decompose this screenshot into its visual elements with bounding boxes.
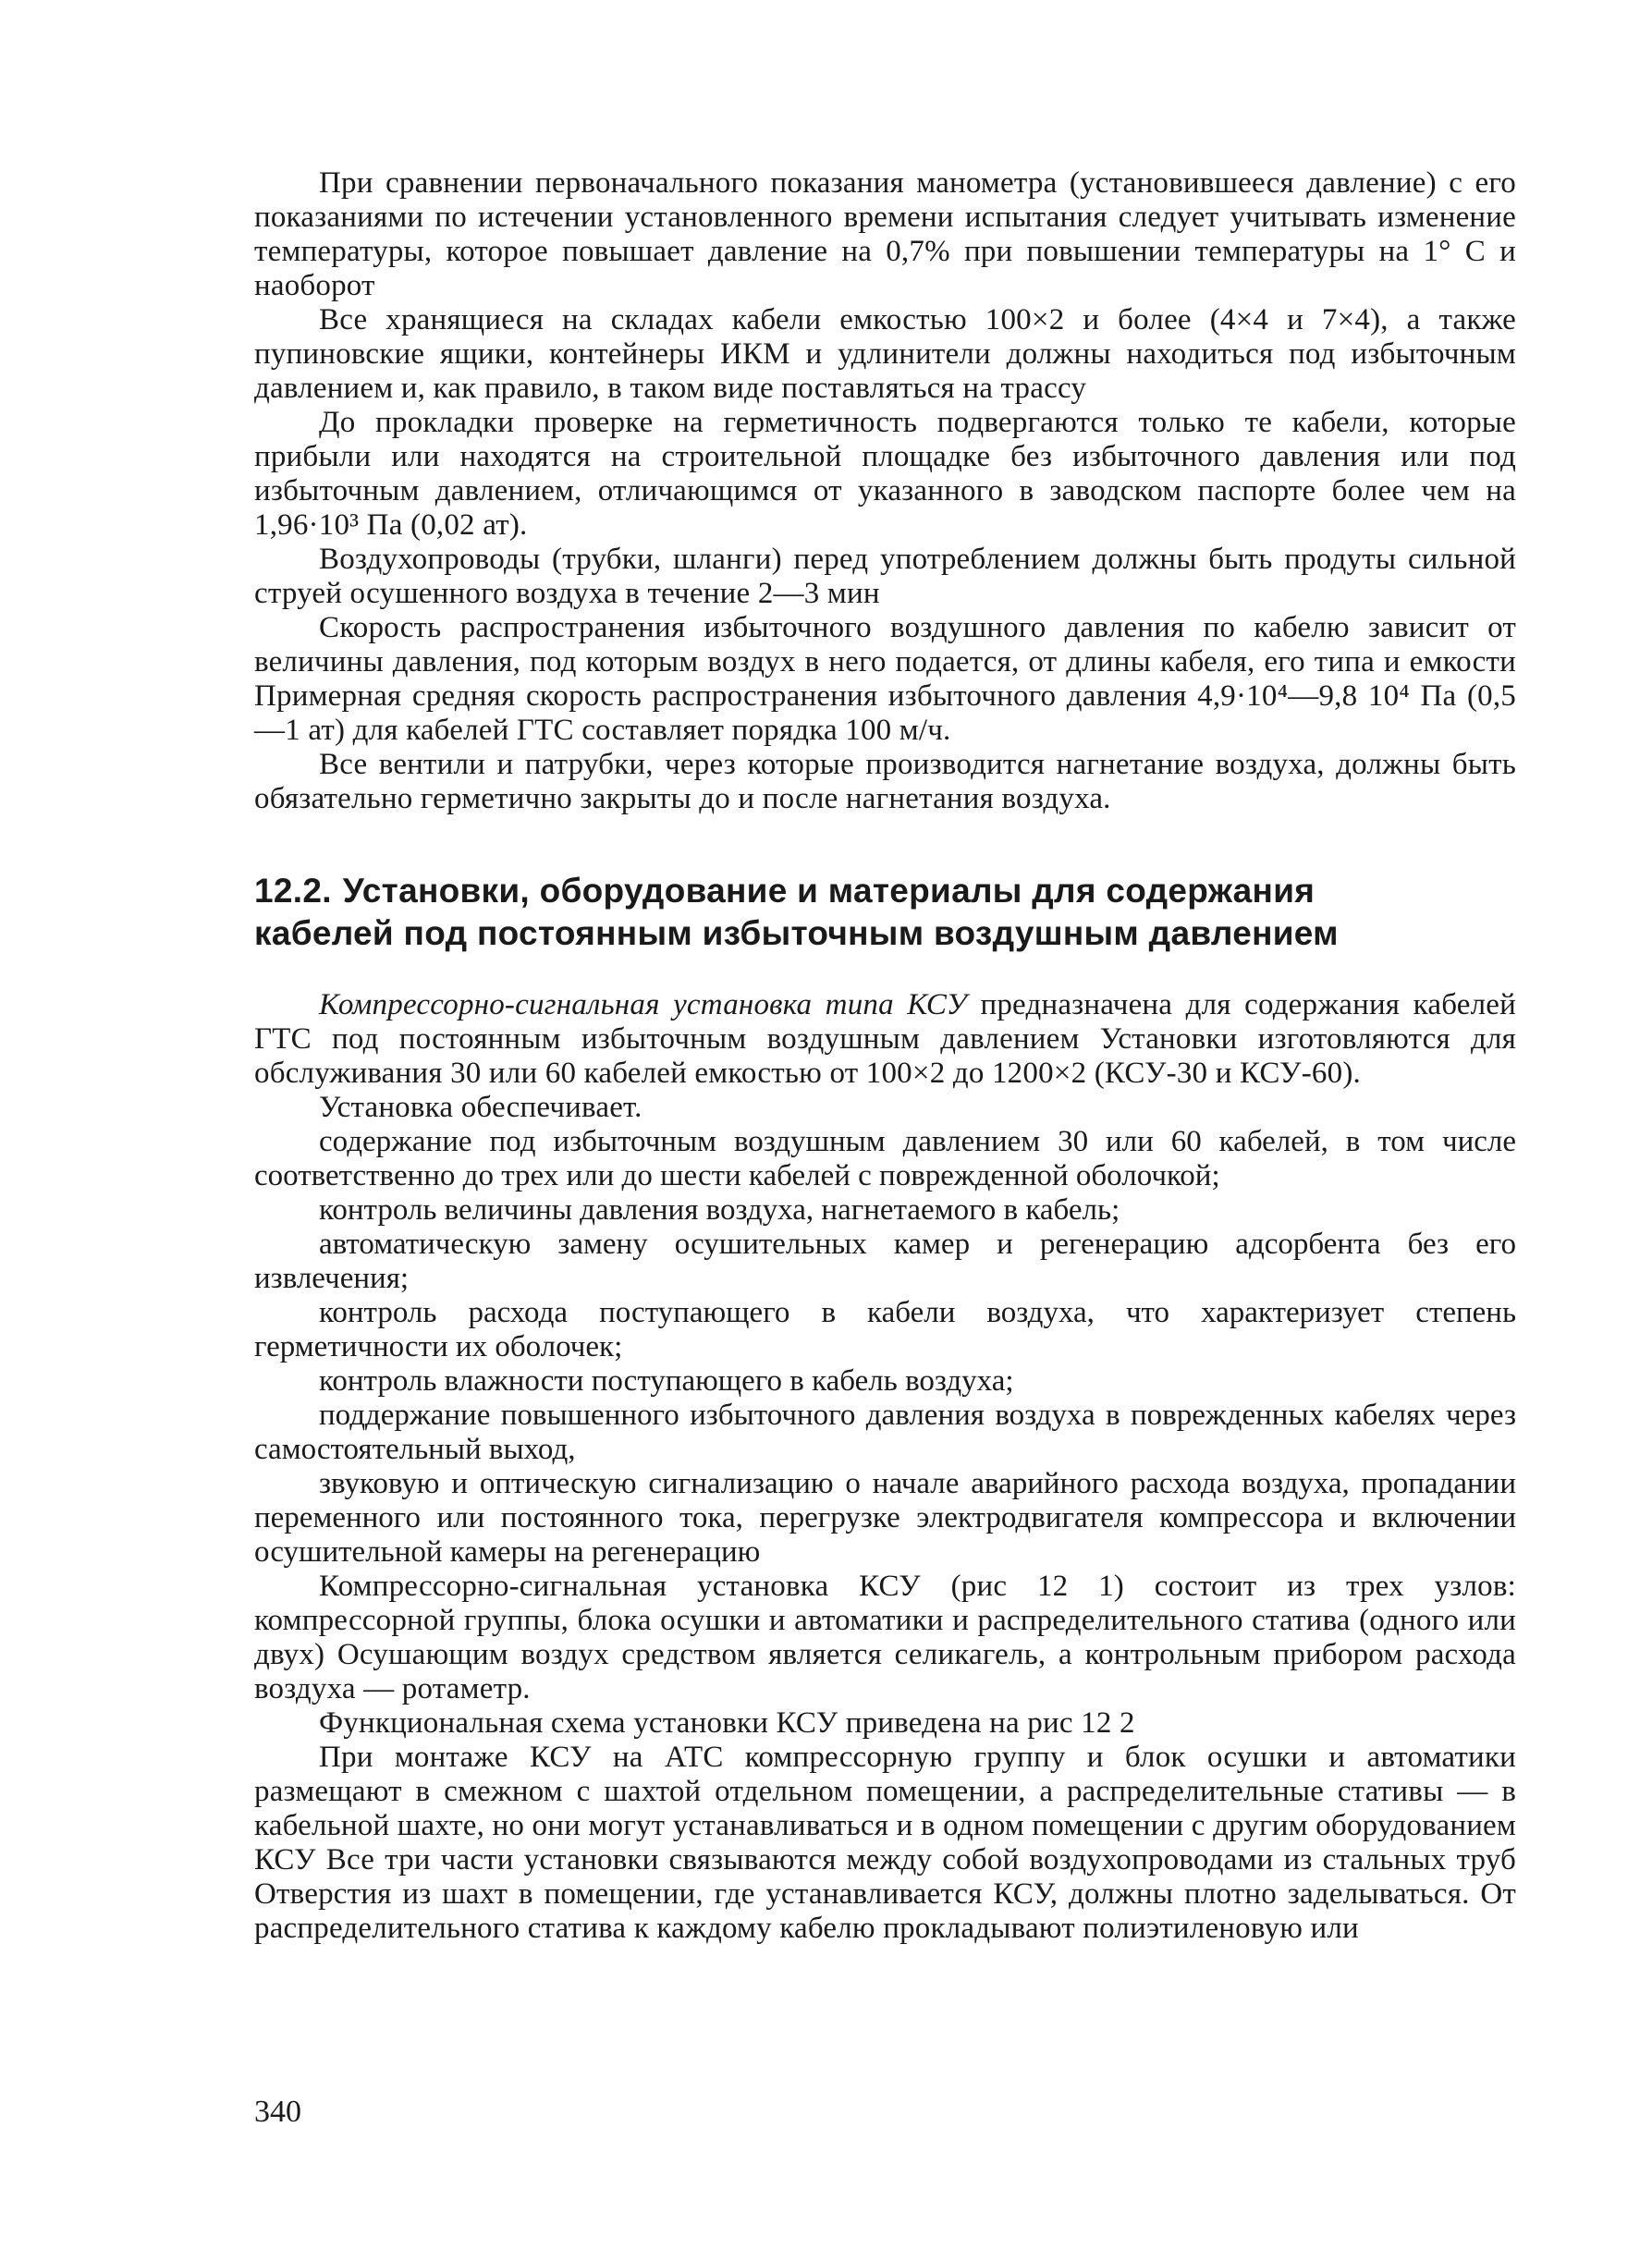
ksu-intro-rest: предназначена для содержания кабелей ГТС под постоянным избыточным воздушным давлением Установки изготовляются для обслуживания 30 или 60 кабелей емкостью от 100×2 до 1200×2 (КСУ-30 и КСУ-60). — [254, 988, 1516, 1090]
list-item: поддержание повышенного избыточного давления воздуха в поврежденных кабелях через самостоятельный выход, — [254, 1399, 1516, 1466]
paragraph-propagation-speed: Скорость распространения избыточного воздушного давления по кабелю зависит от величины давления, под которым воздух в него подается, от длины кабеля, его типа и емкости Примерная средняя скорость распространения избыточного давления 4,9·10⁴—9,8 10⁴ Па (0,5—1 ат) для кабелей ГТС составляет порядка 100 м/ч. — [254, 611, 1516, 747]
section-title-line-1: Установки, оборудование и материалы для содержания — [342, 872, 1315, 910]
paragraph-functional-scheme: Функциональная схема установки КСУ приведена на рис 12 2 — [319, 1706, 1135, 1740]
paragraph-stored-cables: Все хранящиеся на складах кабели емкостью 100×2 и более (4×4 и 7×4), а также пупиновские ящики, контейнеры ИКМ и удлинители должны находиться под избыточным давлением и, как правило, в таком виде поставляться на трассу — [254, 303, 1516, 405]
section-heading-line-1 — [254, 870, 1516, 912]
list-item: звуковую и оптическую сигнализацию о начале аварийного расхода воздуха, пропадании переменного или постоянного тока, перегрузке электродвигателя компрессора и включении осушительной камеры на регенерацию — [254, 1467, 1516, 1569]
paragraph-pre-laying-check: До прокладки проверке на герметичность подвергаются только те кабели, которые прибыли или находятся на строительной площадке без избыточного давления или под избыточным давлением, отличающимся от указанного в заводском паспорте более чем на 1,96·10³ Па (0,02 ат). — [254, 406, 1516, 542]
paragraph-ksu-intro — [254, 988, 1516, 1091]
section-title-line-2: кабелей под постоянным избыточным воздушным давлением — [254, 914, 1339, 952]
list-item: контроль расхода поступающего в кабели воздуха, что характеризует степень герметичности их оболочек; — [254, 1296, 1516, 1363]
paragraph-installation: При монтаже КСУ на АТС компрессорную группу и блок осушки и автоматики размещают в смежном с шахтой отдельном помещении, а распределительные стативы — в кабельной шахте, но они могут устанавливаться и в одном помещении с другим оборудованием КСУ Все три части установки связываются между собой воздухопроводами из стальных труб Отверстия из шахт в помещении, где устанавливается КСУ, должны плотно заделываться. От распределительного статива к каждому кабелю прокладывают полиэтиленовую или — [254, 1741, 1516, 1945]
paragraph-provides-label: Установка обеспечивает. — [319, 1091, 642, 1124]
list-item: автоматическую замену осушительных камер и регенерацию адсорбента без его извлечения; — [254, 1228, 1516, 1295]
paragraph-valves: Все вентили и патрубки, через которые производится нагнетание воздуха, должны быть обязательно герметично закрыты до и после нагнетания воздуха. — [254, 748, 1516, 815]
paragraph-pressure-comparison: При сравнении первоначального показания манометра (установившееся давление) с его показаниями по истечении установленного времени испытания следует учитывать изменение температуры, которое повышает давление на 0,7% при повышении температуры на 1° С и наоборот — [254, 166, 1516, 302]
list-item: контроль величины давления воздуха, нагнетаемого в кабель; — [319, 1193, 1120, 1227]
ksu-italic-lead: Компрессорно-сигнальная установка типа КСУ — [319, 988, 968, 1021]
paragraph-air-pipes: Воздухопроводы (трубки, шланги) перед употреблением должны быть продуты сильной струей осушенного воздуха в течение 2—3 мин — [254, 543, 1516, 610]
section-number: 12.2. — [254, 872, 332, 910]
list-item: контроль влажности поступающего в кабель воздуха; — [319, 1364, 1014, 1398]
section-heading — [254, 870, 1516, 955]
list-item: содержание под избыточным воздушным давлением 30 или 60 кабелей, в том числе соответственно до трех или до шести кабелей с поврежденной оболочкой; — [254, 1125, 1516, 1192]
paragraph-ksu-composition: Компрессорно-сигнальная установка КСУ (рис 12 1) состоит из трех узлов: компрессорной группы, блока осушки и автоматики и распределительного статива (одного или двух) Осушающим воздух средством является селикагель, а контрольным прибором расхода воздуха — ротаметр. — [254, 1570, 1516, 1705]
page-number: 340 — [254, 2095, 301, 2129]
page-body — [254, 166, 1516, 1946]
